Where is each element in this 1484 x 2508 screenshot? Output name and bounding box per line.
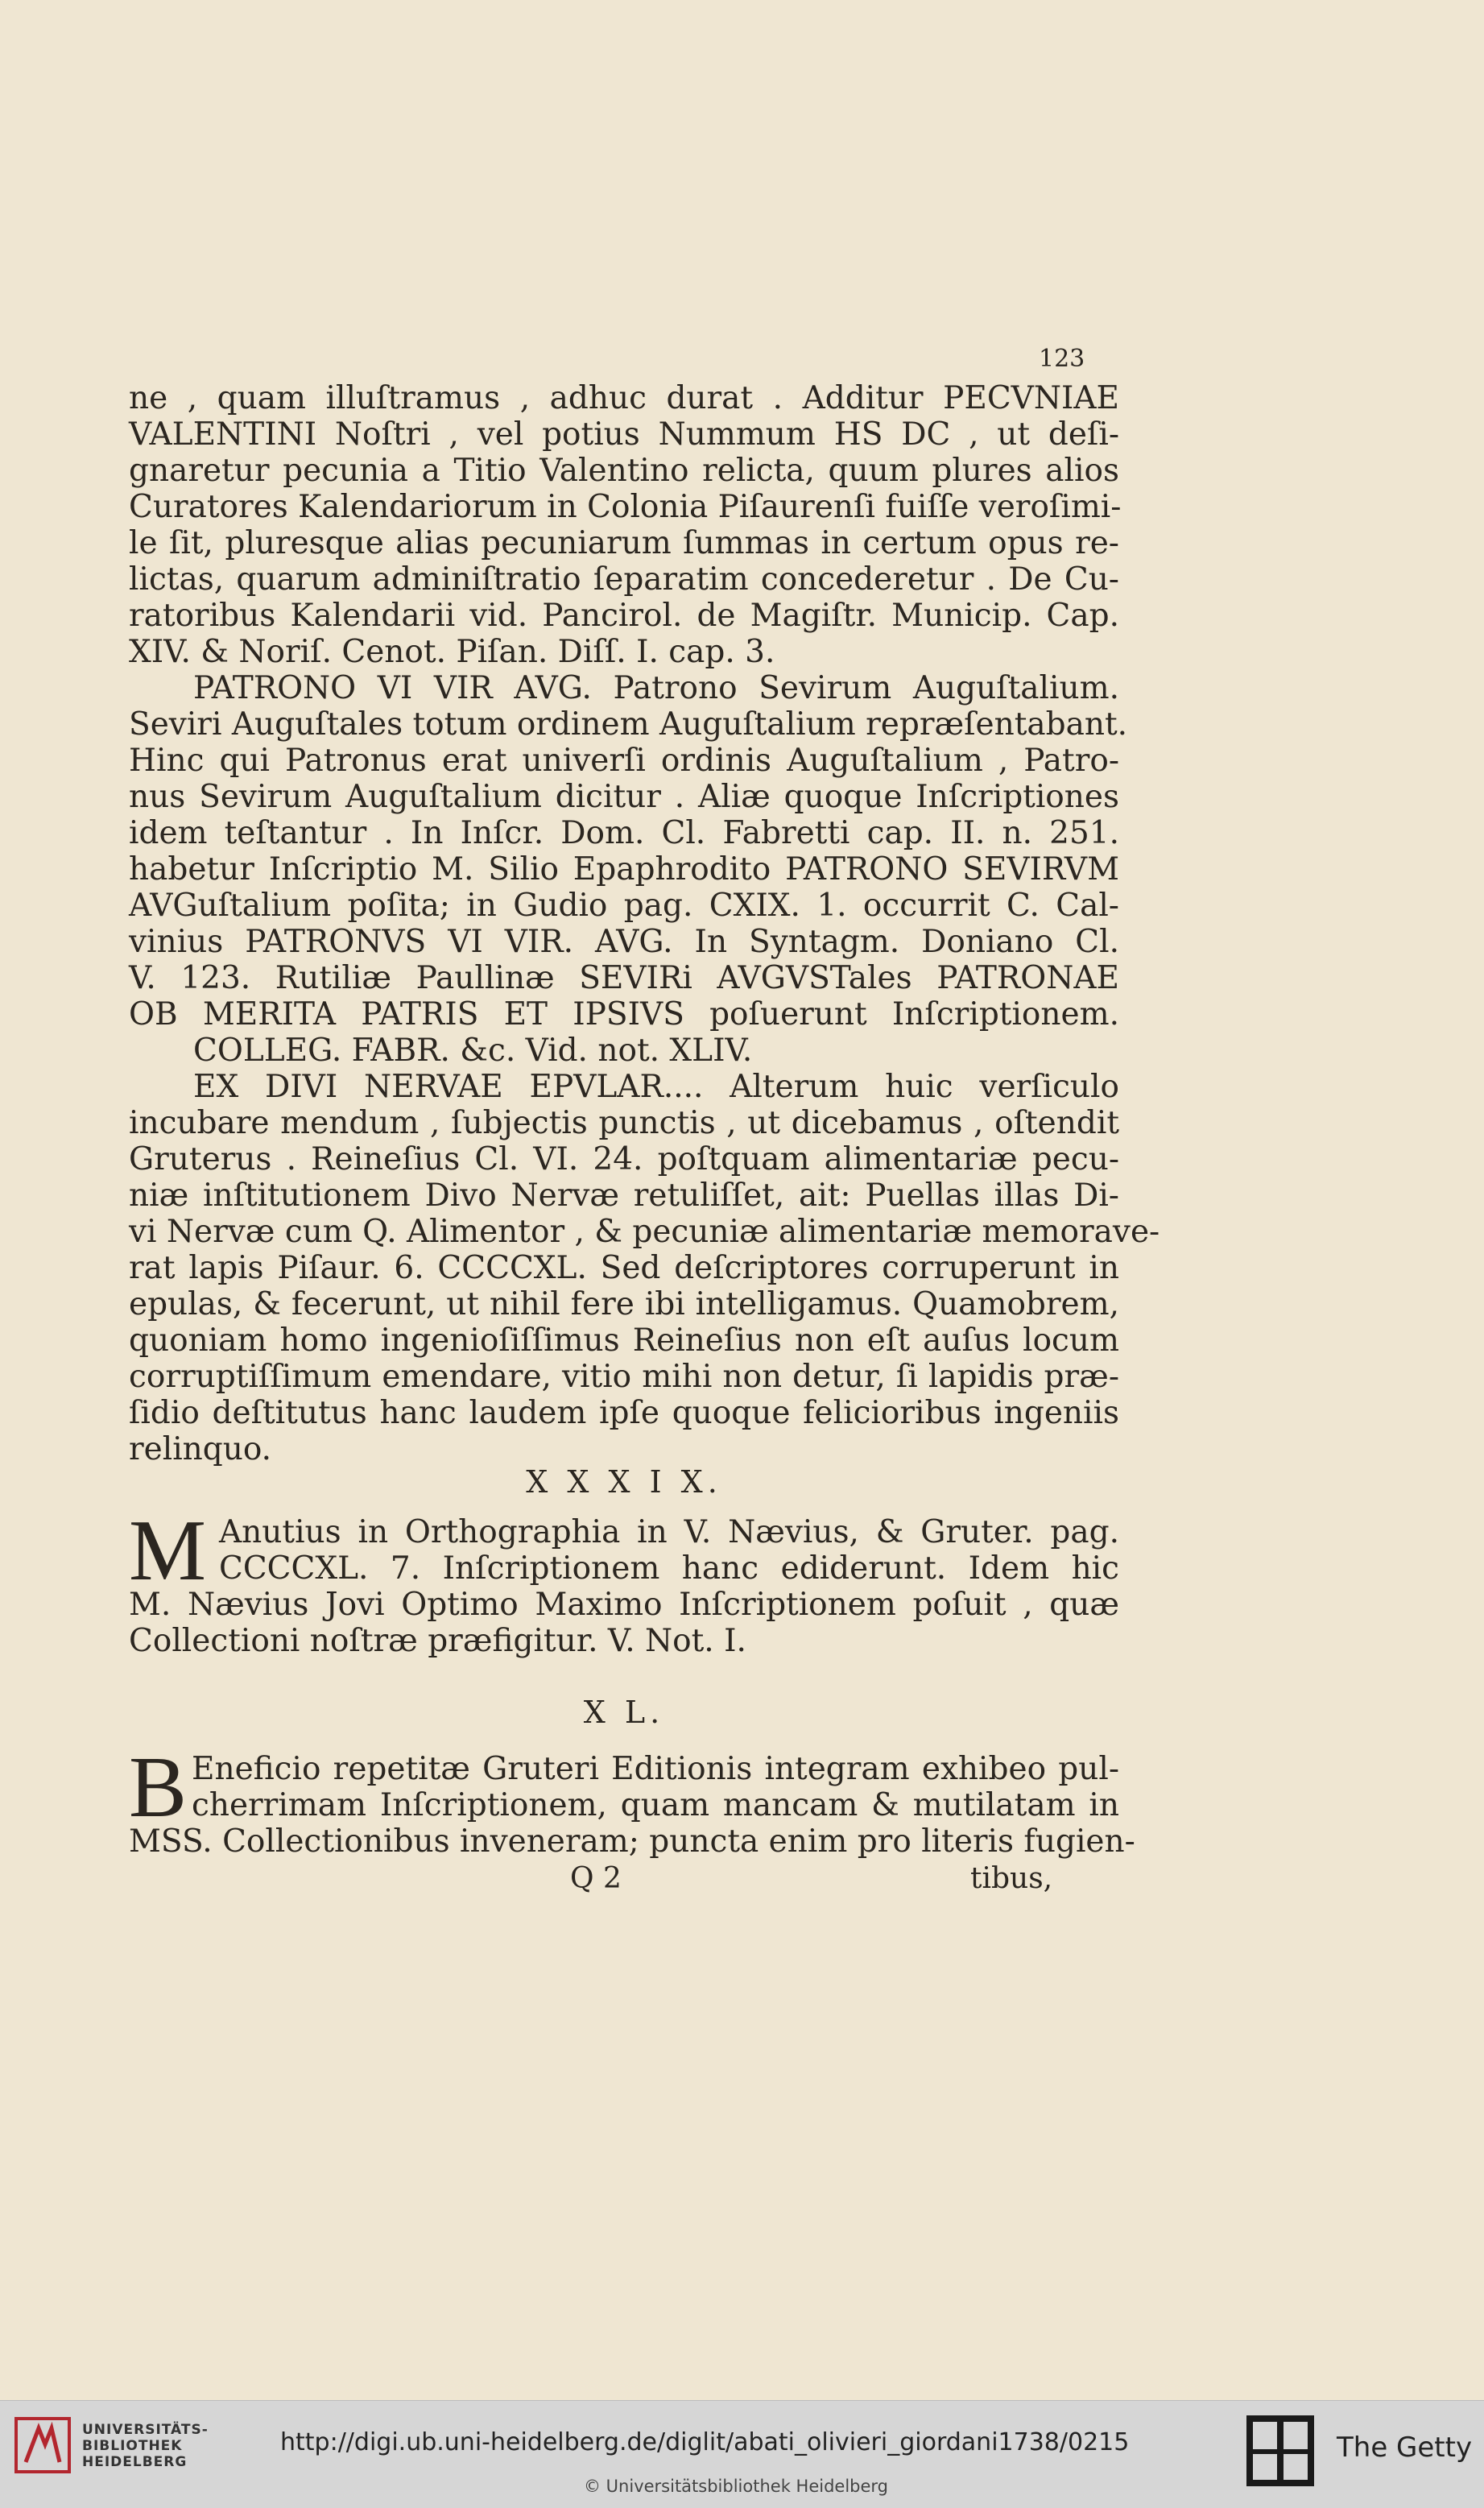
paragraph-2 [129, 670, 1128, 1069]
text-line: Collectioni noſtræ præfigitur. V. Not. I. [129, 1623, 746, 1659]
text-line: V. 123. Rutiliæ Paullinæ SEVIRi AVGVSTales PATRONAE [129, 960, 1119, 996]
permalink-url[interactable]: http://digi.ub.uni-heidelberg.de/diglit/abati_olivieri_giordani1738/0215 [280, 2428, 1130, 2456]
text-line: M. Nævius Jovi Optimo Maximo Inſcriptionem poſuit , quæ [129, 1587, 1119, 1623]
text-line: relinquo. [129, 1431, 272, 1467]
text-line: corruptiſſimum emendare, vitio mihi non detur, ſi lapidis præ- [129, 1359, 1119, 1395]
text-line: CCCCXL. 7. Inſcriptionem hanc ediderunt. Idem hic [219, 1550, 1119, 1587]
text-line: vinius PATRONVS VI VIR. AVG. In Syntagm. Doniano Cl. [129, 924, 1119, 960]
institution-name: UNIVERSITÄTS- BIBLIOTHEK HEIDELBERG [82, 2422, 209, 2470]
text-line: PATRONO VI VIR AVG. Patrono Sevirum Auguſtalium. [193, 670, 1119, 706]
partner-name: The Getty [1337, 2431, 1473, 2464]
text-line: Curatores Kalendariorum in Colonia Piſaurenſi fuiſſe veroſimi- [129, 489, 1122, 525]
catchword: tibus, [970, 1862, 1053, 1895]
paragraph-3 [129, 1069, 1160, 1467]
text-line: COLLEG. FABR. &c. Vid. not. XLIV. [193, 1033, 753, 1069]
text-line: habetur Inſcriptio M. Silio Epaphrodito PATRONO SEVIRVM [129, 851, 1119, 888]
text-line: gnaretur pecunia a Titio Valentino relicta, quum plures alios [129, 453, 1119, 489]
university-library-logo-icon [14, 2417, 71, 2473]
text-line: Hinc qui Patronus erat univerſi ordinis Auguſtalium , Patro- [129, 743, 1119, 779]
section-39 [129, 1503, 1119, 1659]
text-line: rat lapis Piſaur. 6. CCCCXL. Sed deſcriptores corruperunt in [129, 1250, 1119, 1286]
text-line: quoniam homo ingenioſiſſimus Reineſius non eſt auſus locum [129, 1322, 1119, 1359]
text-line: ſidio deſtitutus hanc laudem ipſe quoque felicioribus ingeniis [129, 1395, 1119, 1431]
text-line: ratoribus Kalendarii vid. Pancirol. de Magiſtr. Municip. Cap. [129, 598, 1119, 634]
drop-capital: B [129, 1740, 188, 1835]
text-line: Eneficio repetitæ Gruteri Editionis integram exhibeo pul- [192, 1751, 1119, 1787]
text-line: Gruterus . Reineſius Cl. VI. 24. poſtquam alimentariæ pecu- [129, 1141, 1119, 1177]
text-line: lictas, quarum adminiſtratio ſeparatim concederetur . De Cu- [129, 561, 1119, 598]
drop-capital: M [129, 1503, 207, 1599]
text-line: MSS. Collectionibus inveneram; puncta enim pro literis fugien- [129, 1823, 1135, 1860]
text-line: EX DIVI NERVAE EPVLAR.... Alterum huic verſiculo [193, 1069, 1119, 1105]
section-heading-40: X L. [583, 1695, 665, 1730]
text-line: niæ inſtitutionem Divo Nervæ retuliſſet, ait: Puellas illas Di- [129, 1177, 1119, 1214]
text-line: Anutius in Orthographia in V. Nævius, & Gruter. pag. [219, 1514, 1119, 1550]
text-line: AVGuſtalium poſita; in Gudio pag. CXIX. 1. occurrit C. Cal- [129, 888, 1119, 924]
text-line: cherrimam Inſcriptionem, quam mancam & mutilatam in [192, 1787, 1119, 1823]
viewer-footer [0, 2400, 1484, 2508]
text-line: nus Sevirum Auguſtalium dicitur . Aliæ quoque Inſcriptiones [129, 779, 1119, 815]
copyright-notice: © Universitätsbibliothek Heidelberg [584, 2477, 889, 2496]
text-line: XIV. & Noriſ. Cenot. Piſan. Diſſ. I. cap. 3. [129, 634, 775, 670]
text-line: OB MERITA PATRIS ET IPSIVS poſuerunt Inſcriptionem. [129, 996, 1119, 1033]
signature-mark: Q 2 [570, 1862, 622, 1895]
text-line: incubare mendum , ſubjectis punctis , ut dicebamus , oſtendit [129, 1105, 1119, 1141]
getty-logo-icon [1246, 2415, 1314, 2486]
text-line: Seviri Auguſtales totum ordinem Auguſtalium repræſentabant. [129, 706, 1128, 743]
text-line: VALENTINI Noſtri , vel potius Nummum HS DC , ut deſi- [129, 416, 1119, 453]
text-line: le ſit, pluresque alias pecuniarum ſummas in certum opus re- [129, 525, 1119, 561]
text-line: idem teſtantur . In Inſcr. Dom. Cl. Fabretti cap. II. n. 251. [129, 815, 1119, 851]
text-line: ne , quam illuſtramus , adhuc durat . Additur PECVNIAE [129, 380, 1119, 416]
section-40 [129, 1740, 1135, 1860]
text-line: vi Nervæ cum Q. Alimentor , & pecuniæ alimentariæ memorave- [129, 1214, 1160, 1250]
page-number: 123 [1039, 345, 1085, 373]
section-heading-39: X X X I X. [526, 1464, 722, 1500]
paragraph-1 [129, 380, 1122, 670]
text-line: epulas, & fecerunt, ut nihil fere ibi intelligamus. Quamobrem, [129, 1286, 1119, 1322]
